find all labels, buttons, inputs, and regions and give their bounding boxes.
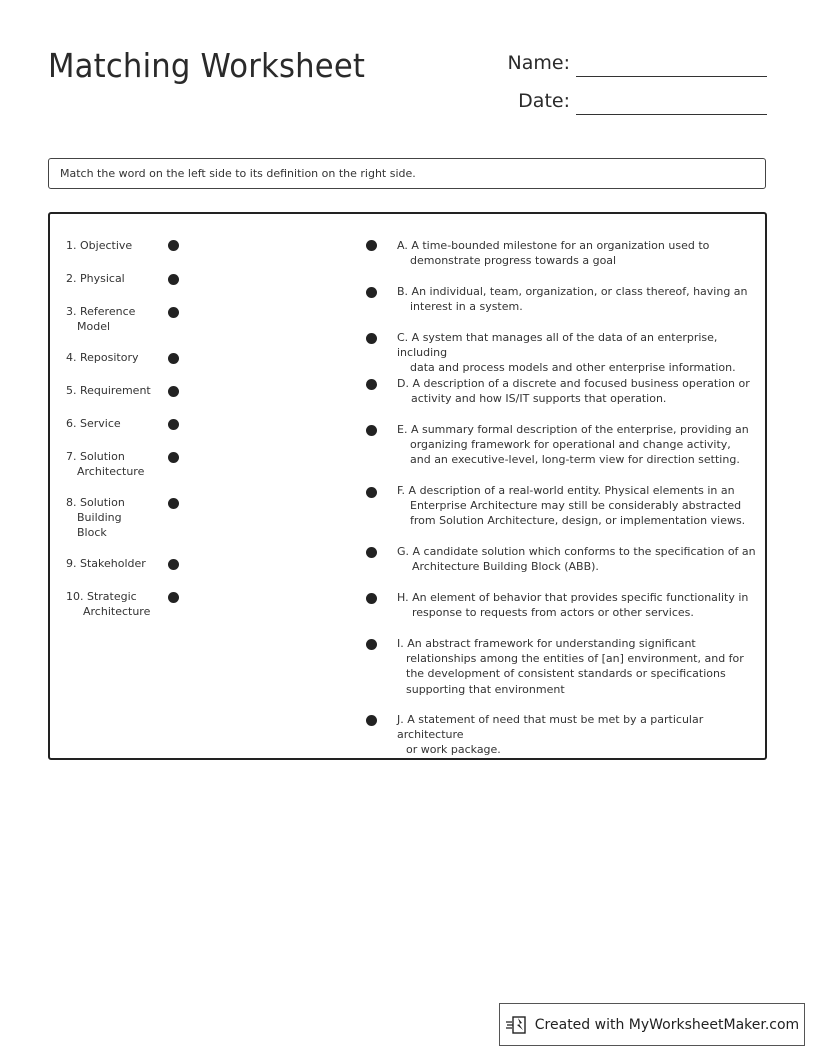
term-dot[interactable] <box>168 274 179 285</box>
definition-dot[interactable] <box>366 487 377 498</box>
term-dot[interactable] <box>168 353 179 364</box>
term-label: 9. Stakeholder <box>66 557 146 570</box>
term-item <box>66 383 166 398</box>
definition-text: A. A time-bounded milestone for an organization used to <box>397 239 710 252</box>
term-label: 1. Objective <box>66 239 133 252</box>
term-item <box>66 556 166 571</box>
footer-text: Created with MyWorksheetMaker.com <box>534 1016 800 1033</box>
definition-dot[interactable] <box>366 379 377 390</box>
definition-text-cont: or work package. <box>406 743 501 757</box>
date-label: Date: <box>518 90 570 112</box>
definition-text: D. A description of a discrete and focused business operation or <box>397 377 750 390</box>
definition-dot[interactable] <box>366 547 377 558</box>
term-item <box>66 416 166 431</box>
term-item <box>66 589 166 619</box>
term-label: 3. Reference <box>66 305 136 318</box>
definition-text: G. A candidate solution which conforms to the specification of an <box>397 545 756 558</box>
definition-text-cont: demonstrate progress towards a goal <box>410 254 617 268</box>
definition-text-cont: relationships among the entities of [an] environment, and for the development of consistent standards or specifications supporting that environment <box>406 652 744 696</box>
definition-dot[interactable] <box>366 287 377 298</box>
term-label-cont: Building Block <box>77 511 122 539</box>
definition-dot[interactable] <box>366 593 377 604</box>
term-dot[interactable] <box>168 307 179 318</box>
term-item <box>66 350 166 365</box>
instructions-box: Match the word on the left side to its definition on the right side. <box>48 158 766 189</box>
definition-text-cont: Enterprise Architecture may still be considerably abstracted from Solution Architecture, design, or implementation views. <box>410 499 746 528</box>
term-label: 4. Repository <box>66 351 139 364</box>
definition-text: E. A summary formal description of the enterprise, providing an <box>397 423 749 436</box>
name-label: Name: <box>507 52 570 74</box>
term-label: 10. Strategic <box>66 590 137 603</box>
definition-item <box>397 422 757 468</box>
definition-item <box>397 590 757 620</box>
definition-text: F. A description of a real-world entity. Physical elements in an <box>397 484 735 497</box>
definition-dot[interactable] <box>366 240 377 251</box>
name-field-line[interactable] <box>576 76 767 77</box>
term-item <box>66 304 166 334</box>
definition-item <box>397 330 757 376</box>
definition-text: J. A statement of need that must be met by a particular architecture <box>397 713 704 742</box>
definition-text-cont: response to requests from actors or other services. <box>412 606 694 620</box>
page-title: Matching Worksheet <box>48 46 366 85</box>
date-field-line[interactable] <box>576 114 767 115</box>
definition-dot[interactable] <box>366 425 377 436</box>
definition-text: B. An individual, team, organization, or class thereof, having an <box>397 285 748 298</box>
term-label-cont: Architecture <box>77 465 145 478</box>
definition-dot[interactable] <box>366 715 377 726</box>
definition-dot[interactable] <box>366 639 377 650</box>
term-item <box>66 495 166 540</box>
definition-text-cont: organizing framework for operational and change activity, and an executive-level, long-term view for direction setting. <box>410 438 740 467</box>
definition-item <box>397 712 757 758</box>
term-item <box>66 271 166 286</box>
term-label-cont: Model <box>77 320 111 333</box>
term-dot[interactable] <box>168 559 179 570</box>
term-item <box>66 238 166 253</box>
term-label: 2. Physical <box>66 272 125 285</box>
definition-dot[interactable] <box>366 333 377 344</box>
definition-text-cont: Architecture Building Block (ABB). <box>412 560 599 574</box>
term-label: 8. Solution <box>66 496 125 509</box>
term-label-cont: Architecture <box>83 605 151 618</box>
term-label: 7. Solution <box>66 450 125 463</box>
definition-text-cont: data and process models and other enterprise information. <box>410 361 736 375</box>
definition-text: C. A system that manages all of the data of an enterprise, including <box>397 331 718 360</box>
term-label: 6. Service <box>66 417 121 430</box>
definition-item <box>397 483 757 529</box>
definition-text: I. An abstract framework for understanding significant <box>397 637 696 650</box>
term-label: 5. Requirement <box>66 384 151 397</box>
footer-badge[interactable] <box>499 1003 805 1046</box>
worksheet-maker-logo-icon <box>505 1015 529 1035</box>
definition-item <box>397 636 757 697</box>
term-dot[interactable] <box>168 240 179 251</box>
definition-text-cont: interest in a system. <box>410 300 523 314</box>
term-dot[interactable] <box>168 386 179 397</box>
definition-item <box>397 544 757 574</box>
term-dot[interactable] <box>168 452 179 463</box>
term-dot[interactable] <box>168 419 179 430</box>
definition-item <box>397 238 757 268</box>
definition-text: H. An element of behavior that provides specific functionality in <box>397 591 749 604</box>
term-dot[interactable] <box>168 592 179 603</box>
term-item <box>66 449 166 479</box>
term-dot[interactable] <box>168 498 179 509</box>
definition-text-cont: activity and how IS/IT supports that operation. <box>411 392 667 406</box>
definition-item <box>397 284 757 314</box>
definition-item <box>397 376 757 406</box>
